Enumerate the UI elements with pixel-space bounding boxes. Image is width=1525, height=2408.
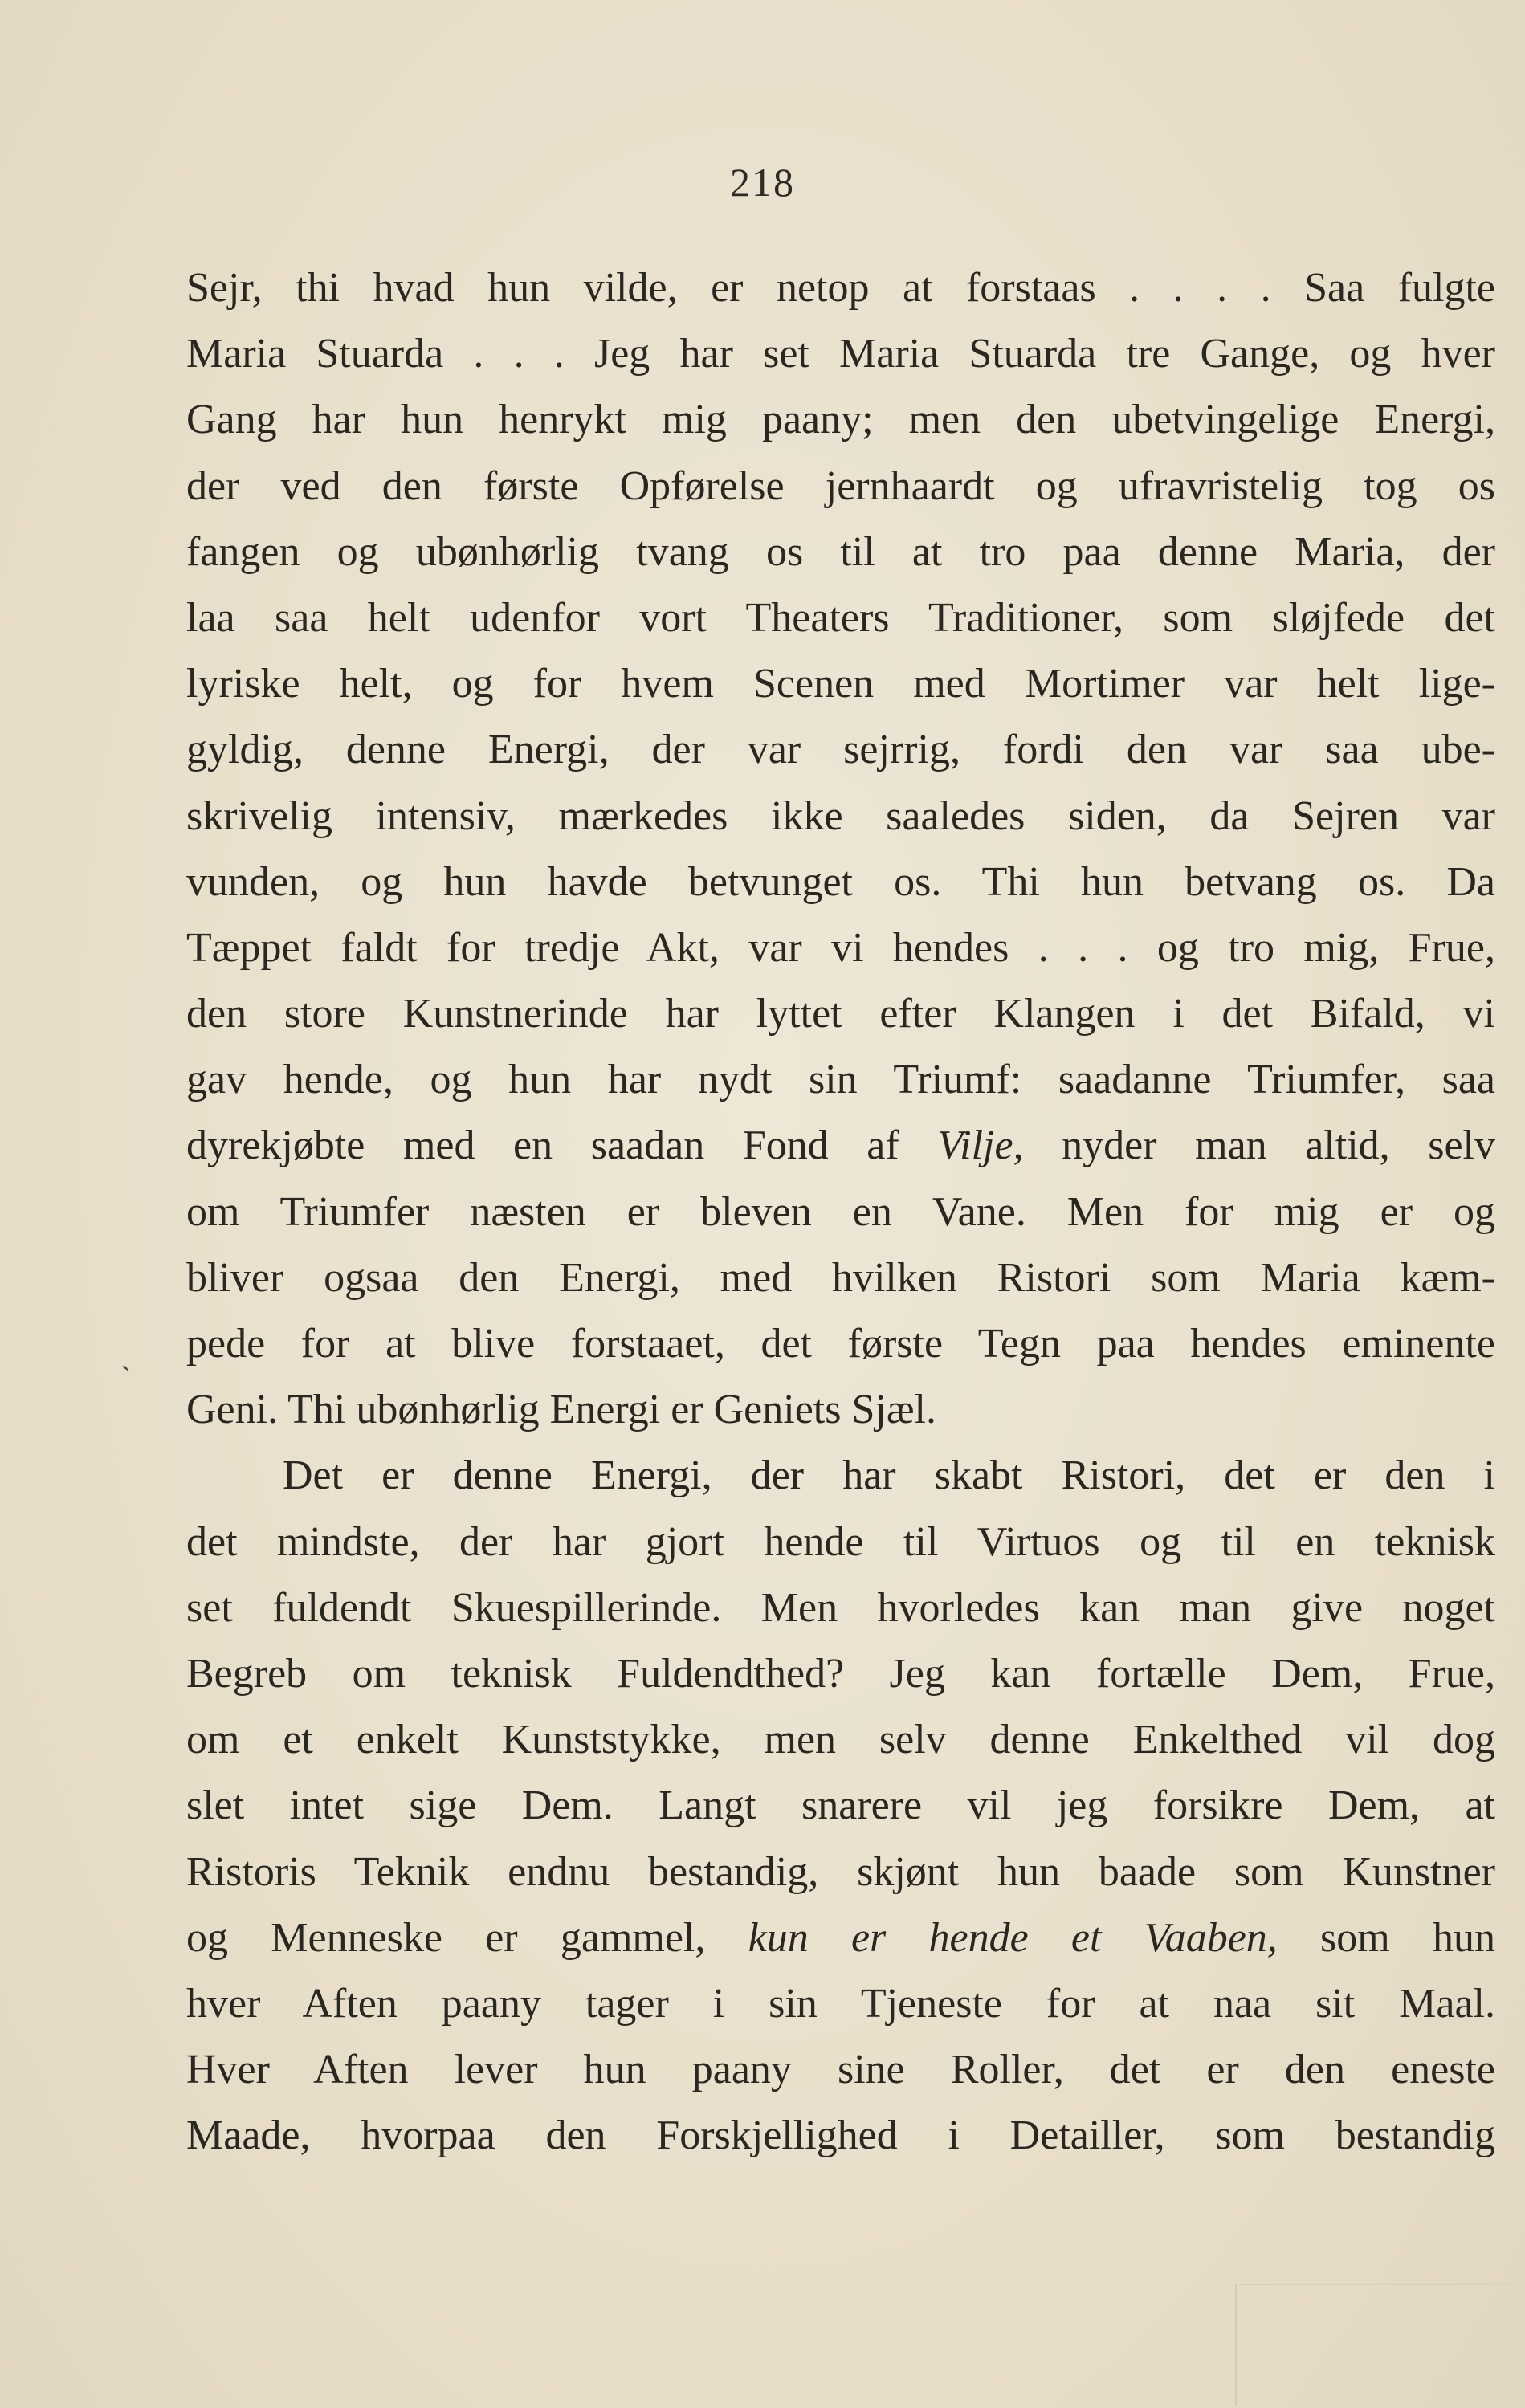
margin-mark: ˏ [120,1335,132,1371]
text-line: gyldig, denne Energi, der var sejrrig, fordi den var saa ube- [186,727,1495,773]
text-line: det mindste, der har gjort hende til Virtuos og til en teknisk [186,1518,1495,1565]
italic-word: Vilje, [937,1123,1024,1169]
page-number: 218 [730,160,795,205]
text-line: laa saa helt udenfor vort Theaters Traditioner, som sløjfede det [186,594,1495,641]
scan-corner-frame [1235,2284,1510,2406]
text-line: Maria Stuarda . . . Jeg har set Maria Stuarda tre Gange, og hver [186,331,1495,377]
text-line: Det er denne Energi, der har skabt Ristori, det er den i [283,1453,1495,1499]
text-line: om Triumfer næsten er bleven en Vane. Men for mig er og [186,1188,1495,1235]
text-line: Tæppet faldt for tredje Akt, var vi hendes . . . og tro mig, Frue, [186,924,1495,971]
text-line: slet intet sige Dem. Langt snarere vil jeg forsikre Dem, at [186,1783,1495,1829]
text-line: lyriske helt, og for hvem Scenen med Mortimer var helt lige- [186,661,1495,707]
text-line: Ristoris Teknik endnu bestandig, skjønt hun baade som Kunstner [186,1848,1495,1895]
text-line: Begreb om teknisk Fuldendthed? Jeg kan fortælle Dem, Frue, [186,1650,1495,1697]
text-segment: og Menneske er gammel, [186,1914,748,1961]
text-line: gav hende, og hun har nydt sin Triumf: saadanne Triumfer, saa [186,1057,1495,1103]
text-line-with-italic [186,1113,1495,1179]
italic-phrase: kun er hende et Vaaben, [748,1914,1278,1961]
text-line: skrivelig intensiv, mærkedes ikke saaledes siden, da Sejren var [186,792,1495,839]
text-segment: som hun [1277,1914,1495,1961]
text-segment: dyrekjøbte med en saadan Fond af [186,1123,938,1169]
text-line: Maade, hvorpaa den Forskjellighed i Detailler, som bestandig [186,2113,1495,2159]
text-line: fangen og ubønhørlig tvang os til at tro paa denne Maria, der [186,528,1495,575]
text-line: hver Aften paany tager i sin Tjeneste for at naa sit Maal. [186,1980,1495,2027]
text-line: Sejr, thi hvad hun vilde, er netop at forstaas . . . . Saa fulgte [186,265,1495,311]
body-text [186,255,1495,2169]
text-line: Geni. Thi ubønhørlig Energi er Geniets Sjæl. [186,1387,936,1433]
text-line: den store Kunstnerinde har lyttet efter Klangen i det Bifald, vi [186,991,1495,1037]
text-line-with-italic [186,1905,1495,1971]
text-line: pede for at blive forstaaet, det første Tegn paa hendes eminente [186,1321,1495,1367]
text-line: der ved den første Opførelse jernhaardt og ufravristelig tog os [186,462,1495,509]
text-line: vunden, og hun havde betvunget os. Thi hun betvang os. Da [186,858,1495,905]
text-line: Hver Aften lever hun paany sine Roller, det er den eneste [186,2047,1495,2093]
text-segment: nyder man altid, selv [1023,1123,1495,1169]
text-line: set fuldendt Skuespillerinde. Men hvorledes kan man give noget [186,1584,1495,1631]
text-line: bliver ogsaa den Energi, med hvilken Ristori som Maria kæm- [186,1254,1495,1301]
text-line: om et enkelt Kunststykke, men selv denne Enkelthed vil dog [186,1717,1495,1763]
text-line: Gang har hun henrykt mig paany; men den ubetvingelige Energi, [186,397,1495,443]
